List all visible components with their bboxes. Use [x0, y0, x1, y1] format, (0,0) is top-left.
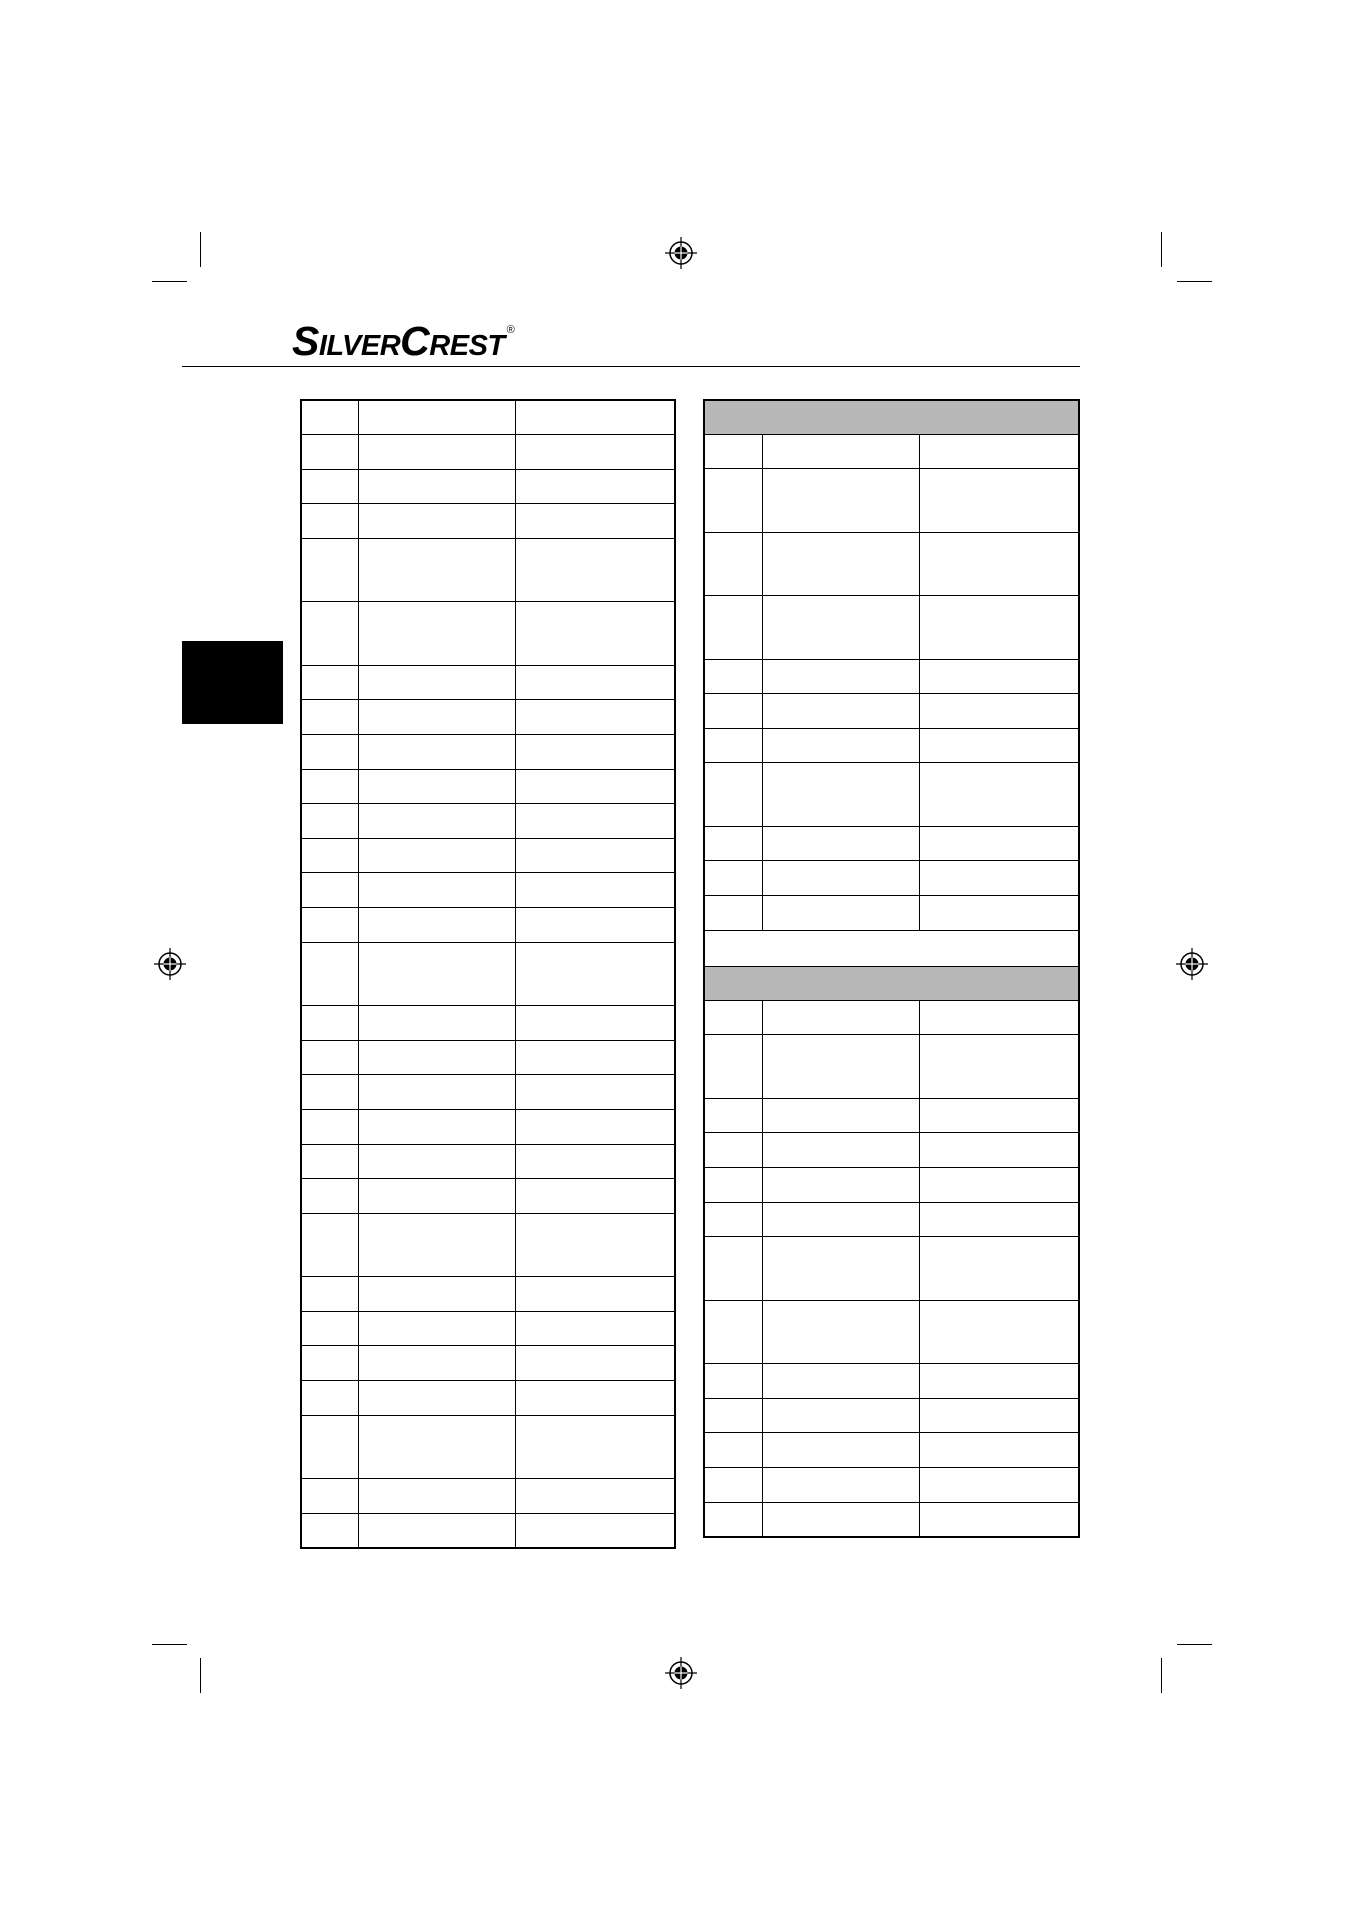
table-cell	[762, 861, 919, 896]
table-row	[301, 1513, 675, 1548]
table-cell	[301, 1006, 358, 1041]
left-table	[300, 399, 676, 1549]
table-cell	[358, 942, 515, 1006]
table-cell	[358, 1311, 515, 1346]
table-cell	[919, 659, 1079, 694]
table-cell	[762, 694, 919, 729]
table-row	[704, 469, 1079, 533]
table-cell	[301, 1415, 358, 1479]
table-cell	[358, 804, 515, 839]
table-cell	[919, 1133, 1079, 1168]
table-cell	[704, 1364, 762, 1399]
section-tab	[182, 641, 283, 724]
section-header-cell	[704, 400, 1079, 434]
table-cell	[762, 596, 919, 660]
table-cell	[301, 873, 358, 908]
table-row	[704, 596, 1079, 660]
table-cell	[762, 896, 919, 931]
table-cell	[704, 826, 762, 861]
table-cell	[515, 1380, 675, 1415]
table-cell	[704, 728, 762, 763]
table-row	[301, 1311, 675, 1346]
crop-mark-top-left-horizontal	[152, 281, 187, 282]
table-cell	[301, 700, 358, 735]
crop-mark-top-left-vertical	[200, 232, 201, 267]
crop-mark-top-right-horizontal	[1177, 281, 1212, 282]
table-cell	[704, 1398, 762, 1433]
table-cell	[515, 1006, 675, 1041]
table-row	[301, 908, 675, 943]
table-row	[301, 700, 675, 735]
table-cell	[919, 1300, 1079, 1364]
table-cell	[358, 602, 515, 666]
table-cell	[515, 665, 675, 700]
logo-letter-s: S	[292, 318, 319, 364]
registration-mark-top-icon	[665, 237, 697, 269]
table-cell	[704, 1035, 762, 1099]
table-row	[704, 728, 1079, 763]
table-cell	[704, 694, 762, 729]
table-cell	[358, 1040, 515, 1075]
table-row	[704, 1502, 1079, 1537]
table-row	[704, 1035, 1079, 1099]
table-cell	[704, 659, 762, 694]
table-cell	[358, 1513, 515, 1548]
table-cell	[301, 838, 358, 873]
table-row	[704, 1098, 1079, 1133]
table-cell	[762, 469, 919, 533]
table-cell	[515, 769, 675, 804]
table-cell	[301, 435, 358, 470]
table-cell	[762, 1098, 919, 1133]
table-row	[301, 942, 675, 1006]
table-cell	[919, 1237, 1079, 1301]
table-row	[704, 1237, 1079, 1301]
logo-letters-rest: REST	[429, 330, 505, 362]
table-row	[704, 1300, 1079, 1364]
table-cell	[762, 1202, 919, 1237]
table-cell	[515, 1311, 675, 1346]
table-cell	[515, 804, 675, 839]
table-cell	[358, 908, 515, 943]
table-cell	[919, 694, 1079, 729]
registration-mark-left-icon	[154, 948, 186, 980]
table-cell	[919, 1502, 1079, 1537]
table-row	[301, 873, 675, 908]
table-cell	[515, 504, 675, 539]
table-cell	[762, 1398, 919, 1433]
blank-cell	[704, 930, 1079, 966]
table-row	[301, 469, 675, 504]
table-row	[301, 1277, 675, 1312]
table-cell	[762, 1502, 919, 1537]
table-cell	[919, 896, 1079, 931]
table-cell	[301, 504, 358, 539]
table-cell	[358, 1109, 515, 1144]
table-cell	[762, 659, 919, 694]
table-cell	[762, 1433, 919, 1468]
table-cell	[515, 1075, 675, 1110]
table-cell	[515, 942, 675, 1006]
table-cell	[301, 1479, 358, 1514]
table-cell	[358, 1415, 515, 1479]
table-cell	[301, 400, 358, 435]
crop-mark-bottom-left-vertical	[200, 1658, 201, 1693]
table-cell	[762, 1300, 919, 1364]
table-cell	[762, 728, 919, 763]
table-row	[704, 1167, 1079, 1202]
table-cell	[919, 1364, 1079, 1399]
section-header-cell	[704, 966, 1079, 1000]
table-row	[301, 735, 675, 770]
table-cell	[301, 942, 358, 1006]
section-header-row	[704, 966, 1079, 1000]
table-row	[704, 434, 1079, 469]
crop-mark-top-right-vertical	[1161, 232, 1162, 267]
table-cell	[515, 435, 675, 470]
table-row	[301, 1144, 675, 1179]
table-cell	[762, 826, 919, 861]
table-cell	[515, 1415, 675, 1479]
table-cell	[515, 602, 675, 666]
table-cell	[358, 1213, 515, 1277]
table-cell	[301, 1311, 358, 1346]
table-cell	[301, 1075, 358, 1110]
table-cell	[919, 1398, 1079, 1433]
table-cell	[704, 1433, 762, 1468]
table-cell	[358, 538, 515, 602]
table-cell	[301, 1513, 358, 1548]
table-cell	[919, 728, 1079, 763]
table-cell	[515, 838, 675, 873]
table-cell	[301, 469, 358, 504]
table-cell	[358, 1179, 515, 1214]
table-cell	[301, 908, 358, 943]
table-row	[704, 1433, 1079, 1468]
table-cell	[762, 1364, 919, 1399]
blank-row	[704, 930, 1079, 966]
table-cell	[762, 1035, 919, 1099]
table-cell	[704, 763, 762, 827]
table-cell	[919, 434, 1079, 469]
table-cell	[301, 735, 358, 770]
table-cell	[919, 1098, 1079, 1133]
table-row	[301, 1213, 675, 1277]
table-cell	[704, 1098, 762, 1133]
crop-mark-bottom-left-horizontal	[152, 1644, 187, 1645]
table-row	[704, 694, 1079, 729]
crop-mark-bottom-right-horizontal	[1177, 1644, 1212, 1645]
table-row	[704, 896, 1079, 931]
table-cell	[762, 763, 919, 827]
table-cell	[358, 1144, 515, 1179]
table-cell	[358, 400, 515, 435]
table-cell	[762, 1133, 919, 1168]
table-cell	[358, 1346, 515, 1381]
table-cell	[515, 735, 675, 770]
table-cell	[515, 908, 675, 943]
table-row	[301, 838, 675, 873]
table-cell	[919, 1167, 1079, 1202]
table-cell	[515, 1213, 675, 1277]
table-cell	[919, 861, 1079, 896]
table-cell	[919, 469, 1079, 533]
table-cell	[762, 1167, 919, 1202]
table-cell	[515, 1144, 675, 1179]
table-cell	[301, 1380, 358, 1415]
table-cell	[919, 596, 1079, 660]
table-row	[301, 1346, 675, 1381]
table-cell	[762, 1000, 919, 1035]
table-cell	[515, 1277, 675, 1312]
table-cell	[515, 1040, 675, 1075]
table-cell	[704, 1300, 762, 1364]
table-row	[704, 861, 1079, 896]
table-cell	[762, 1467, 919, 1502]
table-row	[301, 602, 675, 666]
table-cell	[762, 1237, 919, 1301]
table-cell	[704, 1502, 762, 1537]
table-cell	[301, 1277, 358, 1312]
table-row	[704, 1398, 1079, 1433]
logo-letter-c: C	[400, 318, 430, 364]
table-cell	[301, 1144, 358, 1179]
table-row	[301, 435, 675, 470]
table-row	[301, 665, 675, 700]
table-row	[301, 538, 675, 602]
table-cell	[919, 1433, 1079, 1468]
table-cell	[704, 1000, 762, 1035]
table-cell	[301, 769, 358, 804]
table-cell	[301, 1040, 358, 1075]
table-cell	[704, 1237, 762, 1301]
table-row	[301, 804, 675, 839]
table-row	[704, 532, 1079, 596]
table-cell	[515, 1346, 675, 1381]
table-cell	[301, 1346, 358, 1381]
table-row	[301, 1075, 675, 1110]
table-cell	[762, 434, 919, 469]
table-cell	[515, 1479, 675, 1514]
table-cell	[358, 735, 515, 770]
table-cell	[358, 769, 515, 804]
table-row	[301, 1179, 675, 1214]
table-cell	[515, 400, 675, 435]
crop-mark-bottom-right-vertical	[1161, 1658, 1162, 1693]
table-cell	[358, 504, 515, 539]
table-row	[301, 1040, 675, 1075]
table-row	[704, 1202, 1079, 1237]
table-row	[704, 659, 1079, 694]
table-cell	[704, 434, 762, 469]
table-cell	[301, 538, 358, 602]
section-header-row	[704, 400, 1079, 434]
table-cell	[358, 873, 515, 908]
table-cell	[919, 763, 1079, 827]
table-cell	[358, 435, 515, 470]
table-row	[301, 769, 675, 804]
table-row	[704, 1364, 1079, 1399]
table-cell	[919, 1035, 1079, 1099]
silvercrest-logo	[292, 318, 514, 365]
registration-mark-bottom-icon	[665, 1657, 697, 1689]
table-row	[301, 400, 675, 435]
table-row	[704, 826, 1079, 861]
table-row	[301, 1380, 675, 1415]
table-cell	[358, 1006, 515, 1041]
table-row	[301, 1006, 675, 1041]
table-row	[301, 1479, 675, 1514]
table-row	[301, 504, 675, 539]
logo-letters-ilver: ILVER	[318, 330, 401, 362]
table-cell	[919, 532, 1079, 596]
table-row	[704, 1000, 1079, 1035]
table-cell	[515, 873, 675, 908]
table-cell	[301, 1109, 358, 1144]
table-cell	[704, 532, 762, 596]
table-cell	[515, 1109, 675, 1144]
table-cell	[704, 896, 762, 931]
registered-trademark: ®	[506, 324, 515, 336]
table-cell	[301, 602, 358, 666]
table-cell	[515, 700, 675, 735]
table-cell	[358, 1075, 515, 1110]
table-cell	[358, 665, 515, 700]
table-cell	[919, 826, 1079, 861]
table-cell	[704, 861, 762, 896]
table-cell	[704, 469, 762, 533]
table-cell	[704, 596, 762, 660]
header-rule	[182, 366, 1080, 367]
table-cell	[358, 1380, 515, 1415]
table-cell	[358, 469, 515, 504]
registration-mark-right-icon	[1176, 948, 1208, 980]
table-row	[704, 763, 1079, 827]
table-cell	[704, 1467, 762, 1502]
table-row	[301, 1415, 675, 1479]
table-cell	[919, 1202, 1079, 1237]
table-cell	[301, 1179, 358, 1214]
table-cell	[358, 700, 515, 735]
right-table	[703, 399, 1080, 1538]
table-row	[704, 1133, 1079, 1168]
table-cell	[358, 1277, 515, 1312]
table-cell	[515, 469, 675, 504]
table-cell	[515, 1513, 675, 1548]
table-cell	[704, 1133, 762, 1168]
table-cell	[704, 1202, 762, 1237]
table-cell	[358, 1479, 515, 1514]
table-row	[301, 1109, 675, 1144]
table-cell	[301, 804, 358, 839]
table-cell	[515, 1179, 675, 1214]
table-cell	[762, 532, 919, 596]
table-cell	[515, 538, 675, 602]
table-cell	[301, 1213, 358, 1277]
table-row	[704, 1467, 1079, 1502]
table-cell	[358, 838, 515, 873]
table-cell	[919, 1467, 1079, 1502]
table-cell	[301, 665, 358, 700]
table-cell	[919, 1000, 1079, 1035]
table-cell	[704, 1167, 762, 1202]
